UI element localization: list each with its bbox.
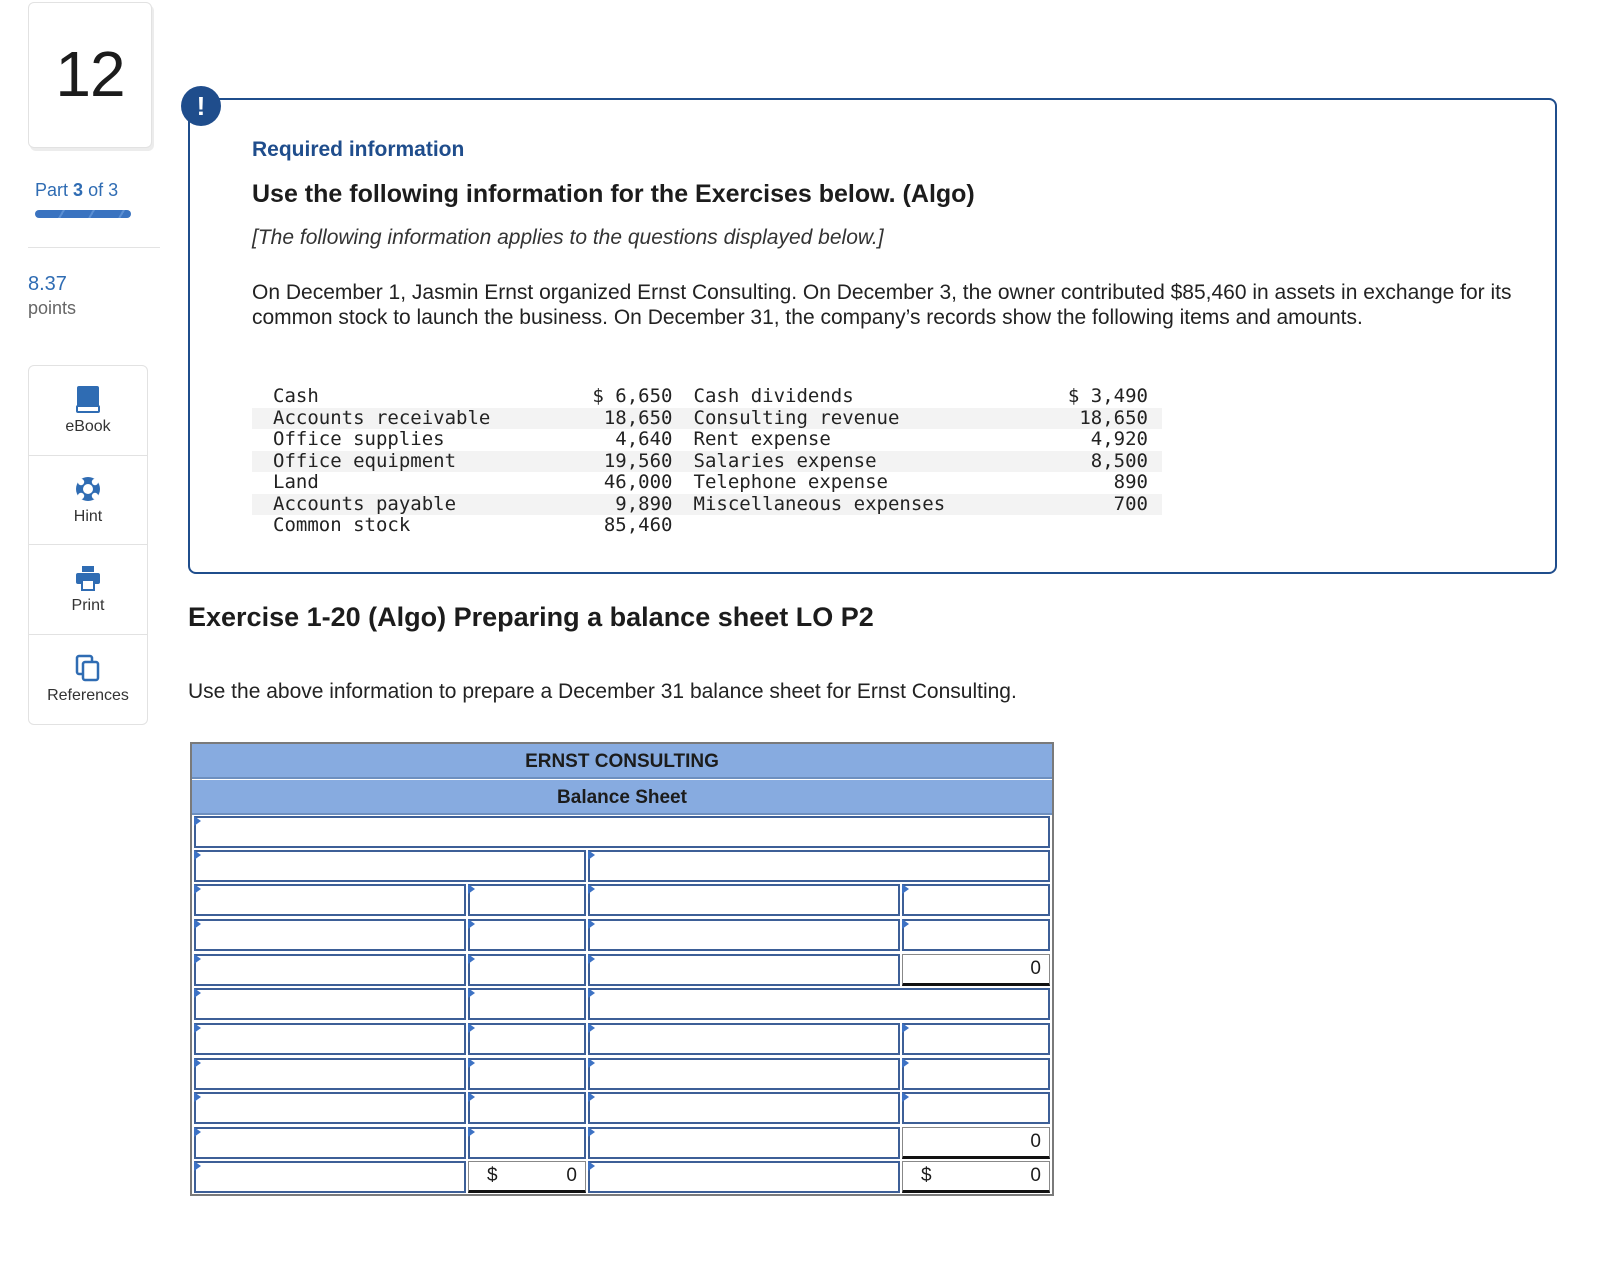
item-value: 4,920: [1090, 428, 1148, 450]
currency-symbol: $: [487, 1165, 498, 1186]
item-name: Cash dividends: [693, 385, 854, 407]
table-row: [252, 472, 1162, 494]
print-button[interactable]: [29, 545, 147, 635]
part-total: 3: [108, 180, 119, 200]
question-number: 12: [55, 38, 125, 110]
right-account-input[interactable]: [588, 1023, 900, 1055]
left-total-amount: 0: [566, 1165, 577, 1186]
points-value: 8.37: [28, 273, 67, 295]
right-section-header-input[interactable]: [588, 988, 1050, 1020]
ebook-button[interactable]: [29, 366, 147, 456]
right-account-input[interactable]: [588, 919, 900, 951]
statement-title: Balance Sheet: [192, 780, 1052, 815]
right-section-header-input[interactable]: [588, 850, 1050, 882]
rail-divider: [28, 247, 160, 248]
alert-icon: !: [181, 86, 221, 126]
references-button[interactable]: [29, 635, 147, 725]
copy-icon: [73, 653, 103, 683]
currency-symbol: $: [921, 1165, 932, 1186]
right-subtotal-amount: 0: [1030, 1131, 1041, 1152]
item-name: Land: [273, 471, 319, 493]
item-name: Telephone expense: [693, 471, 888, 493]
left-amount-input[interactable]: [468, 1058, 586, 1090]
left-account-input[interactable]: [194, 988, 466, 1020]
company-name: ERNST CONSULTING: [192, 744, 1052, 779]
item-name: Consulting revenue: [673, 408, 1048, 430]
item-name: Rent expense: [693, 428, 831, 450]
right-subtotal-label-input[interactable]: [588, 1127, 900, 1159]
required-information-box: [188, 98, 1557, 574]
required-info-label: Required information: [252, 138, 465, 161]
references-label: References: [47, 686, 129, 704]
exercise-instruction: Use the above information to prepare a December 31 balance sheet for Ernst Consulting.: [188, 680, 1017, 703]
right-subtotal-value: [902, 1127, 1050, 1159]
hint-button[interactable]: [29, 456, 147, 546]
left-account-input[interactable]: [194, 1058, 466, 1090]
items-table: [252, 386, 1162, 537]
item-value: 85,460: [603, 514, 673, 536]
right-total-label-input[interactable]: [588, 1161, 900, 1193]
left-account-input[interactable]: [194, 884, 466, 916]
item-value: 19,560: [592, 451, 672, 473]
right-amount-input[interactable]: [902, 1058, 1050, 1090]
item-name: Office supplies: [273, 428, 445, 450]
item-name: Miscellaneous expenses: [673, 494, 1048, 516]
left-account-input[interactable]: [194, 1092, 466, 1124]
left-section-header-input[interactable]: [194, 850, 586, 882]
table-row: [252, 386, 1162, 408]
info-applies-note: [The following information applies to the questions displayed below.]: [252, 226, 884, 249]
left-amount-input[interactable]: [468, 1023, 586, 1055]
left-total-label-input[interactable]: [194, 1161, 466, 1193]
right-amount-input[interactable]: [902, 1023, 1050, 1055]
table-row: [252, 451, 1162, 473]
balance-sheet-worksheet: [190, 742, 1054, 1196]
left-account-input[interactable]: [194, 1023, 466, 1055]
item-name: Office equipment: [252, 451, 592, 473]
right-total-value: [902, 1161, 1050, 1193]
exercise-title: Exercise 1-20 (Algo) Preparing a balance sheet LO P2: [188, 602, 874, 632]
item-value: 9,890: [592, 494, 672, 516]
lifebuoy-icon: [73, 474, 103, 504]
info-intro-paragraph: On December 1, Jasmin Ernst organized Ernst Consulting. On December 3, the owner contributed $85,460 in assets in exchange for its common stock to launch the business. On December 31, the company’s records show the following items and amounts.: [252, 281, 1512, 329]
left-amount-input[interactable]: [468, 884, 586, 916]
tools-panel: [28, 365, 148, 725]
right-account-input[interactable]: [588, 884, 900, 916]
item-name: Salaries expense: [673, 451, 1048, 473]
item-value: $ 3,490: [1067, 385, 1148, 407]
item-value: 8,500: [1048, 451, 1162, 473]
item-name: Common stock: [273, 514, 411, 536]
item-value: 700: [1048, 494, 1162, 516]
right-account-input[interactable]: [588, 1092, 900, 1124]
left-amount-input[interactable]: [468, 988, 586, 1020]
part-current: 3: [73, 180, 84, 200]
left-total-value: [468, 1161, 586, 1193]
left-amount-input[interactable]: [468, 954, 586, 986]
print-label: Print: [71, 597, 105, 614]
hint-label: Hint: [73, 507, 103, 525]
right-amount-input[interactable]: [902, 1092, 1050, 1124]
left-amount-input[interactable]: [468, 1127, 586, 1159]
book-icon: [73, 384, 103, 414]
table-row: [252, 408, 1162, 430]
right-total-amount: 0: [1030, 1165, 1041, 1186]
left-account-input[interactable]: [194, 1127, 466, 1159]
date-input[interactable]: [194, 816, 1050, 848]
item-value: 4,640: [615, 428, 673, 450]
right-subtotal-amount: 0: [1030, 958, 1041, 979]
item-value: 18,650: [592, 408, 672, 430]
info-heading: Use the following information for the Exercises below. (Algo): [252, 180, 975, 208]
ebook-label: eBook: [65, 418, 111, 435]
right-amount-input[interactable]: [902, 884, 1050, 916]
right-subtotal-label-input[interactable]: [588, 954, 900, 986]
left-account-input[interactable]: [194, 919, 466, 951]
points-label: points: [28, 298, 77, 318]
item-value: [1048, 515, 1162, 537]
right-account-input[interactable]: [588, 1058, 900, 1090]
item-name: Accounts receivable: [252, 408, 592, 430]
item-value: 890: [1113, 471, 1148, 493]
printer-icon: [73, 563, 103, 593]
question-number-card: [28, 2, 152, 148]
table-row: [252, 429, 1162, 451]
left-account-input[interactable]: [194, 954, 466, 986]
left-amount-input[interactable]: [468, 919, 586, 951]
right-subtotal-value: [902, 954, 1050, 986]
table-row: [252, 515, 1162, 537]
part-indicator: [35, 180, 118, 201]
left-amount-input[interactable]: [468, 1092, 586, 1124]
part-progress-bar: [35, 210, 131, 218]
item-value: 46,000: [603, 471, 673, 493]
table-row: [252, 494, 1162, 516]
right-amount-input[interactable]: [902, 919, 1050, 951]
item-name: [673, 515, 1048, 537]
item-value: 18,650: [1048, 408, 1162, 430]
item-name: Accounts payable: [252, 494, 592, 516]
item-name: Cash: [273, 385, 319, 407]
part-prefix: Part: [35, 180, 69, 200]
item-value: $ 6,650: [592, 385, 673, 407]
part-of: of: [88, 180, 104, 200]
